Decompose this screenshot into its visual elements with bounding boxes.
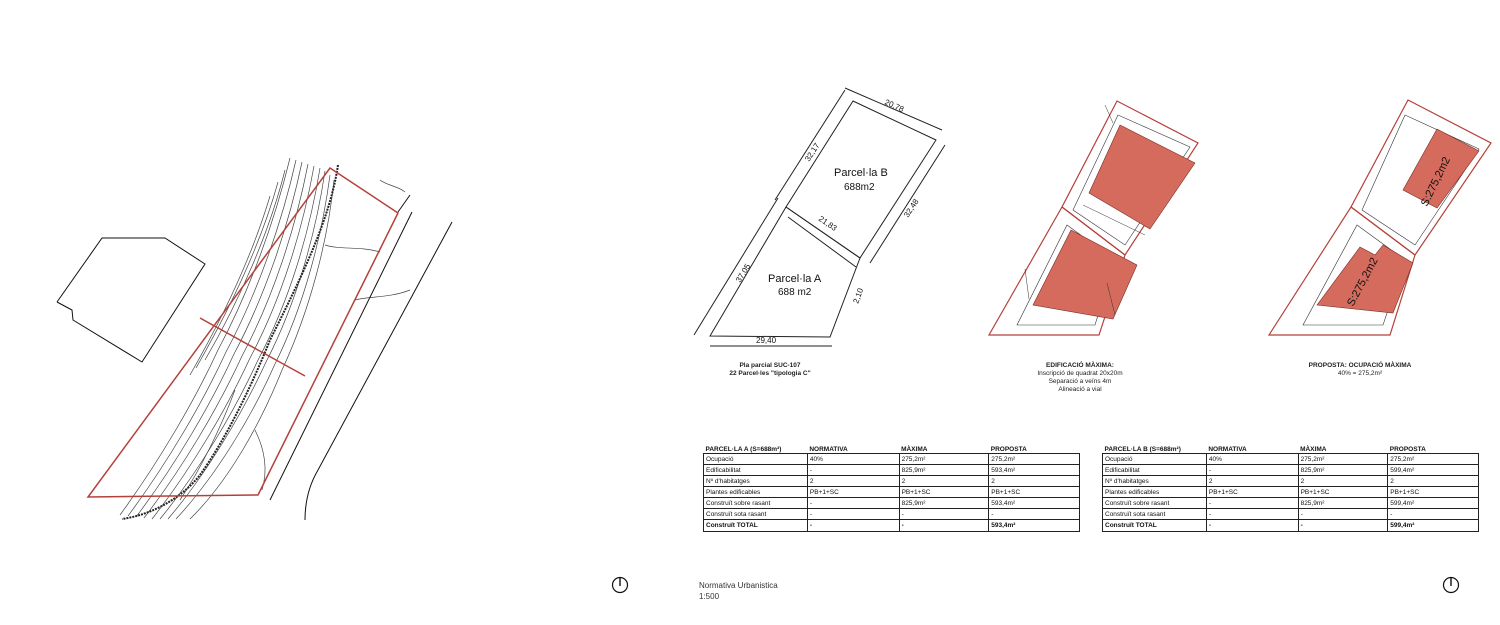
table-cell: - — [1388, 509, 1479, 520]
dim-middle: 21,83 — [816, 214, 839, 233]
table-cell: Construït TOTAL — [704, 520, 808, 532]
table-cell: Construït sota rasant — [704, 509, 808, 520]
table-header: PARCEL·LA A (S=688m²) — [705, 446, 782, 453]
table-cell: 599,4m² — [1388, 465, 1479, 476]
table-cell: 40% — [807, 454, 899, 465]
table-cell: 825,9m² — [1298, 465, 1388, 476]
table-cell: Nº d'habitatges — [1103, 476, 1207, 487]
table-cell: 2 — [1388, 476, 1479, 487]
table-header: MÀXIMA — [901, 446, 928, 453]
table-cell: - — [989, 509, 1080, 520]
table-cell: 275,2m² — [899, 454, 989, 465]
table-cell: Plantes edificables — [704, 487, 808, 498]
table-cell: 2 — [989, 476, 1080, 487]
table-cell: - — [1298, 509, 1388, 520]
table-cell: 593,4m² — [989, 498, 1080, 509]
plan1-caption-line: 22 Parcel·les "tipologia C" — [729, 370, 811, 377]
table-total-row — [704, 520, 1080, 532]
parcel-a-table — [703, 443, 1080, 532]
table-row — [1103, 487, 1479, 498]
table-cell: - — [1298, 520, 1388, 532]
neighbour-building-outline — [57, 238, 205, 362]
table-row — [704, 498, 1080, 509]
table-row — [704, 465, 1080, 476]
sheet-footer — [699, 580, 778, 602]
table-header: NORMATIVA — [809, 446, 848, 453]
road-edge-left — [270, 212, 412, 500]
table-cell: - — [1206, 520, 1298, 532]
table-cell: PB+1+SC — [1206, 487, 1298, 498]
table-cell: - — [807, 498, 899, 509]
table-row — [704, 454, 1080, 465]
plan2-caption — [1000, 362, 1160, 394]
table-cell: 275,2m² — [1298, 454, 1388, 465]
table-cell: PB+1+SC — [1388, 487, 1479, 498]
table-cell: 2 — [807, 476, 899, 487]
site-plan — [0, 0, 660, 625]
table-cell: - — [807, 520, 899, 532]
table-cell: PB+1+SC — [989, 487, 1080, 498]
table-cell: PB+1+SC — [899, 487, 989, 498]
table-header-row — [704, 443, 1080, 454]
building-upper — [1089, 125, 1195, 229]
proposal-area-upper: S:275,2m2 — [1418, 155, 1454, 209]
table-cell: 2 — [899, 476, 989, 487]
proposal-area-lower: S:275,2m2 — [1345, 255, 1381, 309]
dim-left-upper: 32,17 — [803, 141, 822, 164]
road-edge-top — [398, 195, 410, 212]
plan3-caption-line: 40% = 275,2m² — [1337, 370, 1383, 377]
plan1-caption — [700, 362, 840, 378]
table-row — [1103, 476, 1479, 487]
table-header: PROPOSTA — [1389, 446, 1426, 453]
dim-bottom: 29,40 — [756, 336, 777, 345]
table-cell: Edificabilitat — [704, 465, 808, 476]
table-total-row — [1103, 520, 1479, 532]
table-header: PARCEL·LA B (S=688m²) — [1104, 446, 1181, 453]
table-cell: - — [807, 465, 899, 476]
table-cell: PB+1+SC — [1298, 487, 1388, 498]
table-cell: - — [807, 509, 899, 520]
plan2-caption-line: Alineació a vial — [1058, 386, 1102, 393]
table-row — [1103, 454, 1479, 465]
table-cell: 2 — [1206, 476, 1298, 487]
proposal-plan — [1265, 95, 1500, 345]
plan1-caption-line: Pla parcial SUC-107 — [739, 362, 801, 369]
north-arrow-left — [611, 576, 629, 594]
table-cell: 599,4m² — [1388, 520, 1479, 532]
table-row — [1103, 498, 1479, 509]
table-row — [704, 487, 1080, 498]
dim-right-upper: 32,48 — [902, 197, 921, 220]
table-header: NORMATIVA — [1208, 446, 1247, 453]
table-cell: 2 — [1298, 476, 1388, 487]
building-lower — [1033, 230, 1137, 319]
dim-left-lower: 37,05 — [734, 262, 753, 285]
table-row — [1103, 465, 1479, 476]
table-row — [704, 476, 1080, 487]
table-cell: Nº d'habitatges — [704, 476, 808, 487]
parcel-a-name: Parcel·la A — [768, 273, 822, 285]
table-row — [704, 509, 1080, 520]
table-row — [1103, 509, 1479, 520]
table-cell: 275,2m² — [1388, 454, 1479, 465]
parcel-dimension-plan — [680, 80, 950, 380]
plan2-caption-line: Separació a veïns 4m — [1048, 378, 1112, 385]
table-cell: Ocupació — [1103, 454, 1207, 465]
table-cell: Edificabilitat — [1103, 465, 1207, 476]
sheet-scale: 1:500 — [699, 592, 720, 601]
table-cell: Ocupació — [704, 454, 808, 465]
parcel-boundaries — [88, 168, 398, 497]
plan2-caption-line: EDIFICACIÓ MÀXIMA: — [1046, 362, 1114, 369]
table-cell: Construït sobre rasant — [1103, 498, 1207, 509]
plan3-caption-line: PROPOSTA: OCUPACIÓ MÀXIMA — [1308, 362, 1412, 369]
table-cell: Construït sota rasant — [1103, 509, 1207, 520]
table-cell: 825,9m² — [899, 465, 989, 476]
parcel-b-table — [1102, 443, 1479, 532]
table-cell: 593,4m² — [989, 465, 1080, 476]
table-cell: Construït sobre rasant — [704, 498, 808, 509]
dim-right-lower: 2,10 — [851, 286, 866, 305]
max-building-plan — [985, 95, 1215, 345]
north-arrow-icon — [1442, 576, 1460, 594]
table-header: MÀXIMA — [1300, 446, 1327, 453]
table-cell: - — [1206, 509, 1298, 520]
north-arrow-icon — [611, 576, 629, 594]
road-edge-right — [305, 222, 452, 520]
parcel-b-name: Parcel·la B — [834, 167, 888, 179]
plan3-caption — [1280, 362, 1440, 378]
table-cell: - — [1206, 498, 1298, 509]
table-cell: Plantes edificables — [1103, 487, 1207, 498]
parcel-b-area: 688m2 — [844, 182, 875, 193]
table-cell: - — [899, 520, 989, 532]
table-cell: 40% — [1206, 454, 1298, 465]
table-header-row — [1103, 443, 1479, 454]
table-header: PROPOSTA — [990, 446, 1027, 453]
north-arrow-right — [1442, 576, 1460, 594]
table-cell: 825,9m² — [899, 498, 989, 509]
table-cell: Construït TOTAL — [1103, 520, 1207, 532]
topographic-contours — [120, 158, 410, 519]
parcel-a-area: 688 m2 — [778, 287, 812, 298]
table-cell: 599,4m² — [1388, 498, 1479, 509]
table-cell: - — [899, 509, 989, 520]
plan2-caption-line: Inscripció de quadrat 20x20m — [1037, 370, 1123, 377]
table-cell: 825,9m² — [1298, 498, 1388, 509]
table-cell: 593,4m² — [989, 520, 1080, 532]
table-cell: 275,2m² — [989, 454, 1080, 465]
table-cell: PB+1+SC — [807, 487, 899, 498]
sheet-title: Normativa Urbanistica — [699, 581, 778, 590]
dim-top: 20,78 — [883, 97, 906, 114]
table-cell: - — [1206, 465, 1298, 476]
